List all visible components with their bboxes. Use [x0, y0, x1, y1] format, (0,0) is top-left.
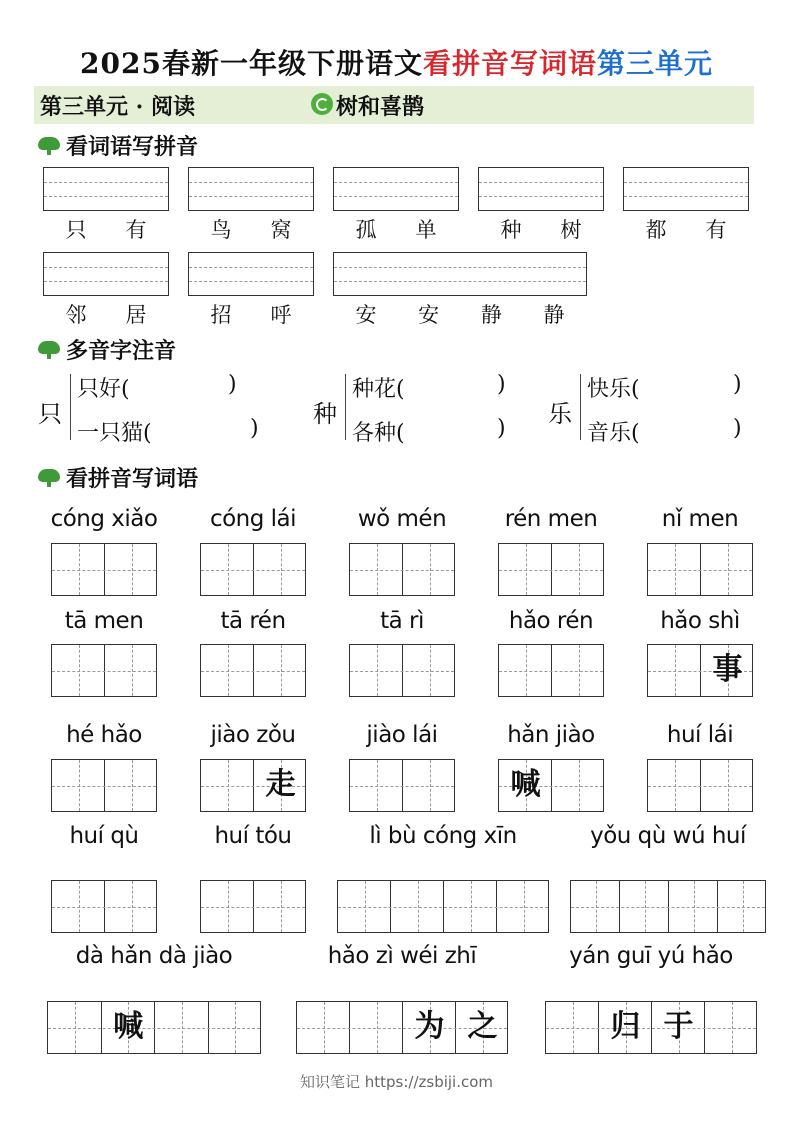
tree-icon: [38, 469, 60, 487]
title-task: 看拼音写词语: [422, 47, 597, 80]
close-paren: ): [250, 416, 259, 441]
tree-icon: [38, 341, 60, 359]
grid-guide-horizontal: [52, 907, 156, 908]
pinyin-answer-box[interactable]: [188, 167, 314, 211]
close-paren: ): [497, 372, 506, 397]
pinyin-guide-line: [624, 182, 748, 183]
pinyin-prompt: yán guī yú hǎo: [569, 943, 733, 969]
grid-guide-horizontal: [52, 786, 156, 787]
pinyin-prompt: hǎn jiào: [507, 722, 595, 748]
word-character: 鸟: [210, 218, 232, 242]
pinyin-guide-line: [334, 267, 586, 268]
character-grid[interactable]: [337, 880, 549, 933]
given-character: 于: [663, 1009, 694, 1044]
polyphone-item: 各种(: [352, 421, 405, 446]
character-grid[interactable]: [349, 543, 455, 596]
lesson-badge-icon: [311, 93, 333, 115]
character-grid[interactable]: [498, 644, 604, 697]
unit-label: 第三单元 · 阅读: [40, 94, 195, 120]
pinyin-guide-line: [44, 182, 168, 183]
pinyin-prompt: wǒ mén: [357, 506, 447, 532]
pinyin-prompt: hǎo shì: [660, 608, 740, 634]
title-grade: 2025春新一年级下册语文: [80, 47, 423, 80]
section-heading-3: 看拼音写词语: [38, 462, 198, 493]
lesson-title: 树和喜鹊: [336, 94, 425, 120]
character-grid[interactable]: [647, 759, 753, 812]
unit-banner: [34, 86, 754, 124]
word-character: 安: [355, 303, 377, 327]
pinyin-guide-line: [189, 281, 313, 282]
word-character: 只: [65, 218, 87, 242]
pinyin-prompt: jiào zǒu: [210, 722, 296, 748]
given-character: 喊: [510, 767, 541, 802]
bracket-line: [345, 374, 346, 440]
character-grid[interactable]: [200, 759, 306, 812]
close-paren: ): [228, 372, 237, 397]
grid-guide-horizontal: [52, 671, 156, 672]
pinyin-answer-box[interactable]: [43, 252, 169, 296]
footer-watermark: 知识笔记 https://zsbiji.com: [299, 1073, 494, 1091]
title-unit: 第三单元: [596, 47, 713, 80]
pinyin-answer-box[interactable]: [623, 167, 749, 211]
character-grid[interactable]: [200, 644, 306, 697]
pinyin-prompt: tā rì: [380, 608, 424, 634]
tree-icon: [38, 137, 60, 155]
pinyin-answer-slot[interactable]: [658, 376, 728, 404]
word-character: 孤: [355, 218, 377, 242]
word-character: 招: [210, 303, 232, 327]
polyphone-item: 只好(: [77, 377, 130, 402]
polyphone-character: 只: [38, 400, 62, 428]
pinyin-prompt: huí qù: [69, 823, 139, 849]
pinyin-prompt: cóng xiǎo: [50, 506, 158, 532]
word-character: 都: [645, 218, 667, 242]
polyphone-item: 音乐(: [587, 421, 640, 446]
pinyin-prompt: jiào lái: [366, 722, 438, 748]
pinyin-answer-slot[interactable]: [658, 420, 728, 448]
grid-guide-horizontal: [571, 907, 765, 908]
character-grid[interactable]: [200, 543, 306, 596]
pinyin-guide-line: [479, 196, 603, 197]
pinyin-answer-box[interactable]: [333, 252, 587, 296]
character-grid[interactable]: [498, 543, 604, 596]
grid-guide-horizontal: [499, 570, 603, 571]
pinyin-guide-line: [479, 182, 603, 183]
grid-guide-horizontal: [350, 671, 454, 672]
pinyin-guide-line: [189, 196, 313, 197]
grid-guide-horizontal: [648, 786, 752, 787]
polyphone-item: 一只猫(: [77, 421, 152, 446]
pinyin-prompt: cóng lái: [209, 506, 297, 532]
character-grid[interactable]: [51, 880, 157, 933]
pinyin-prompt: tā men: [64, 608, 144, 634]
word-character: 有: [125, 218, 147, 242]
pinyin-guide-line: [334, 196, 458, 197]
pinyin-answer-box[interactable]: [188, 252, 314, 296]
pinyin-prompt: huí lái: [666, 722, 734, 748]
word-character: 安: [418, 303, 440, 327]
polyphone-character: 乐: [548, 400, 572, 428]
close-paren: ): [497, 416, 506, 441]
grid-guide-horizontal: [499, 671, 603, 672]
grid-guide-horizontal: [350, 570, 454, 571]
character-grid[interactable]: [51, 644, 157, 697]
grid-guide-horizontal: [201, 671, 305, 672]
word-character: 邻: [65, 303, 87, 327]
polyphone-character: 种: [313, 400, 337, 428]
polyphone-item: 种花(: [352, 377, 405, 402]
pinyin-prompt: huí tóu: [214, 823, 292, 849]
pinyin-prompt: hé hǎo: [66, 722, 142, 748]
pinyin-guide-line: [624, 196, 748, 197]
word-character: 树: [560, 218, 582, 242]
pinyin-prompt: tā rén: [220, 608, 286, 634]
word-character: 窝: [270, 218, 292, 242]
pinyin-answer-slot[interactable]: [423, 420, 492, 448]
character-grid[interactable]: [647, 644, 753, 697]
character-grid[interactable]: [51, 543, 157, 596]
word-character: 居: [125, 303, 147, 327]
character-grid[interactable]: [349, 759, 455, 812]
character-grid[interactable]: [570, 880, 766, 933]
character-grid[interactable]: [498, 759, 604, 812]
pinyin-prompt: rén men: [504, 506, 598, 532]
pinyin-prompt: dà hǎn dà jiào: [75, 943, 233, 969]
pinyin-prompt: hǎo zì wéi zhī: [327, 943, 477, 969]
character-grid[interactable]: [647, 543, 753, 596]
pinyin-guide-line: [44, 281, 168, 282]
word-character: 静: [543, 303, 565, 327]
given-character: 为: [414, 1009, 445, 1044]
character-grid[interactable]: [47, 1001, 261, 1054]
polyphone-item: 快乐(: [587, 377, 640, 402]
pinyin-guide-line: [189, 182, 313, 183]
character-grid[interactable]: [200, 880, 306, 933]
pinyin-prompt: nǐ men: [661, 506, 739, 532]
pinyin-guide-line: [189, 267, 313, 268]
pinyin-prompt: hǎo rén: [508, 608, 594, 634]
pinyin-guide-line: [334, 182, 458, 183]
character-grid[interactable]: [545, 1001, 757, 1054]
pinyin-prompt: lì bù cóng xīn: [369, 823, 517, 849]
close-paren: ): [733, 372, 742, 397]
grid-guide-horizontal: [338, 907, 548, 908]
given-character: 事: [712, 652, 743, 687]
pinyin-answer-slot[interactable]: [148, 376, 223, 404]
bracket-line: [70, 374, 71, 440]
pinyin-answer-slot[interactable]: [148, 420, 245, 448]
pinyin-answer-box[interactable]: [43, 167, 169, 211]
pinyin-prompt: yǒu qù wú huí: [590, 823, 746, 849]
word-character: 呼: [270, 303, 292, 327]
given-character: 归: [610, 1009, 641, 1044]
section-heading-2: 多音字注音: [38, 334, 176, 365]
pinyin-guide-line: [44, 196, 168, 197]
given-character: 走: [265, 767, 296, 802]
grid-guide-horizontal: [201, 907, 305, 908]
word-character: 有: [705, 218, 727, 242]
word-character: 单: [415, 218, 437, 242]
word-character: 种: [500, 218, 522, 242]
close-paren: ): [733, 416, 742, 441]
grid-guide-horizontal: [52, 570, 156, 571]
word-character: 静: [480, 303, 502, 327]
given-character: 之: [467, 1009, 498, 1044]
pinyin-answer-slot[interactable]: [423, 376, 492, 404]
pinyin-guide-line: [334, 281, 586, 282]
character-grid[interactable]: [349, 644, 455, 697]
page-title: [0, 42, 793, 82]
bracket-line: [580, 374, 581, 440]
grid-guide-horizontal: [350, 786, 454, 787]
pinyin-answer-box[interactable]: [478, 167, 604, 211]
character-grid[interactable]: [296, 1001, 508, 1054]
grid-guide-horizontal: [648, 570, 752, 571]
given-character: 喊: [113, 1009, 144, 1044]
pinyin-guide-line: [44, 267, 168, 268]
section-heading-1: 看词语写拼音: [38, 130, 198, 161]
character-grid[interactable]: [51, 759, 157, 812]
pinyin-answer-box[interactable]: [333, 167, 459, 211]
grid-guide-horizontal: [201, 570, 305, 571]
